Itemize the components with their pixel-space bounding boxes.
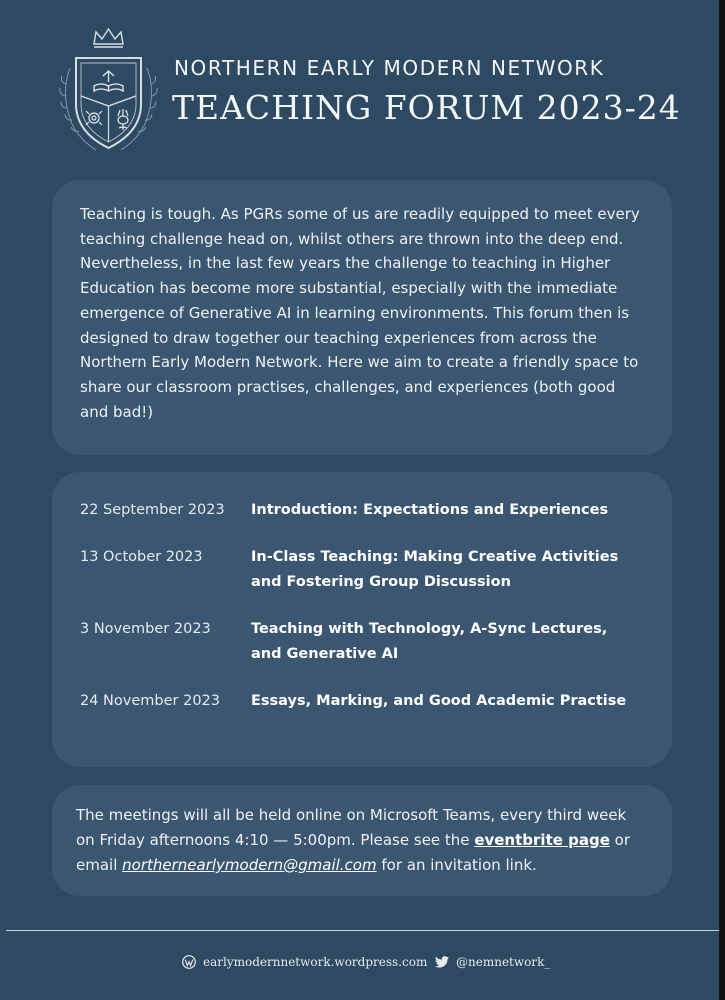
footer-website[interactable] xyxy=(182,955,427,969)
info-text xyxy=(76,803,644,878)
session-item xyxy=(80,689,642,714)
session-title: In-Class Teaching: Making Creative Activities and Fostering Group Discussion xyxy=(251,549,619,590)
twitter-label: @nemnetwork_ xyxy=(456,955,551,969)
info-text-part: or email xyxy=(76,831,631,874)
session-title: Teaching with Technology, A-Sync Lectures, and Generative AI xyxy=(251,621,608,662)
session-date: 13 October 2023 xyxy=(80,549,203,565)
twitter-icon xyxy=(435,956,449,968)
schedule-card xyxy=(52,472,672,767)
wordpress-icon xyxy=(182,955,196,969)
info-text-part: for an invitation link. xyxy=(376,856,537,874)
website-label: earlymodernnetwork.wordpress.com xyxy=(203,955,428,969)
crest-logo xyxy=(56,24,161,156)
info-text-part: The meetings will all be held online on Microsoft Teams, every third week on Friday afternoons 4:10 — 5:00pm. Please see the xyxy=(76,806,627,849)
session-date: 3 November 2023 xyxy=(80,621,211,637)
intro-card xyxy=(52,180,672,455)
forum-title: TEACHING FORUM 2023-24 xyxy=(172,88,681,127)
header xyxy=(50,22,690,162)
session-title: Essays, Marking, and Good Academic Practise xyxy=(251,693,627,709)
network-name: NORTHERN EARLY MODERN NETWORK xyxy=(174,56,605,80)
info-card xyxy=(52,785,672,896)
footer-twitter[interactable] xyxy=(435,955,550,969)
page-edge xyxy=(719,0,725,1000)
session-title: Introduction: Expectations and Experiences xyxy=(251,502,609,518)
footer-divider xyxy=(6,930,719,931)
session-date: 24 November 2023 xyxy=(80,693,221,709)
eventbrite-link[interactable]: eventbrite page xyxy=(474,831,610,849)
session-date: 22 September 2023 xyxy=(80,502,225,518)
session-item xyxy=(80,545,642,595)
intro-text: Teaching is tough. As PGRs some of us are readily equipped to meet every teaching challenge head on, whilst others are thrown into the deep end. Nevertheless, in the last few years the challenge to teaching in Higher Education has become more substantial, especially with the immediate emergence of Generative AI in learning environments. This forum then is designed to draw together our teaching experiences from across the Northern Early Modern Network. Here we aim to create a friendly space to share our classroom practises, challenges, and experiences (both good and bad!) xyxy=(80,205,640,421)
email-link[interactable]: northernearlymodern@gmail.com xyxy=(122,856,377,874)
session-item xyxy=(80,498,642,523)
footer xyxy=(0,955,725,977)
session-item xyxy=(80,617,642,667)
